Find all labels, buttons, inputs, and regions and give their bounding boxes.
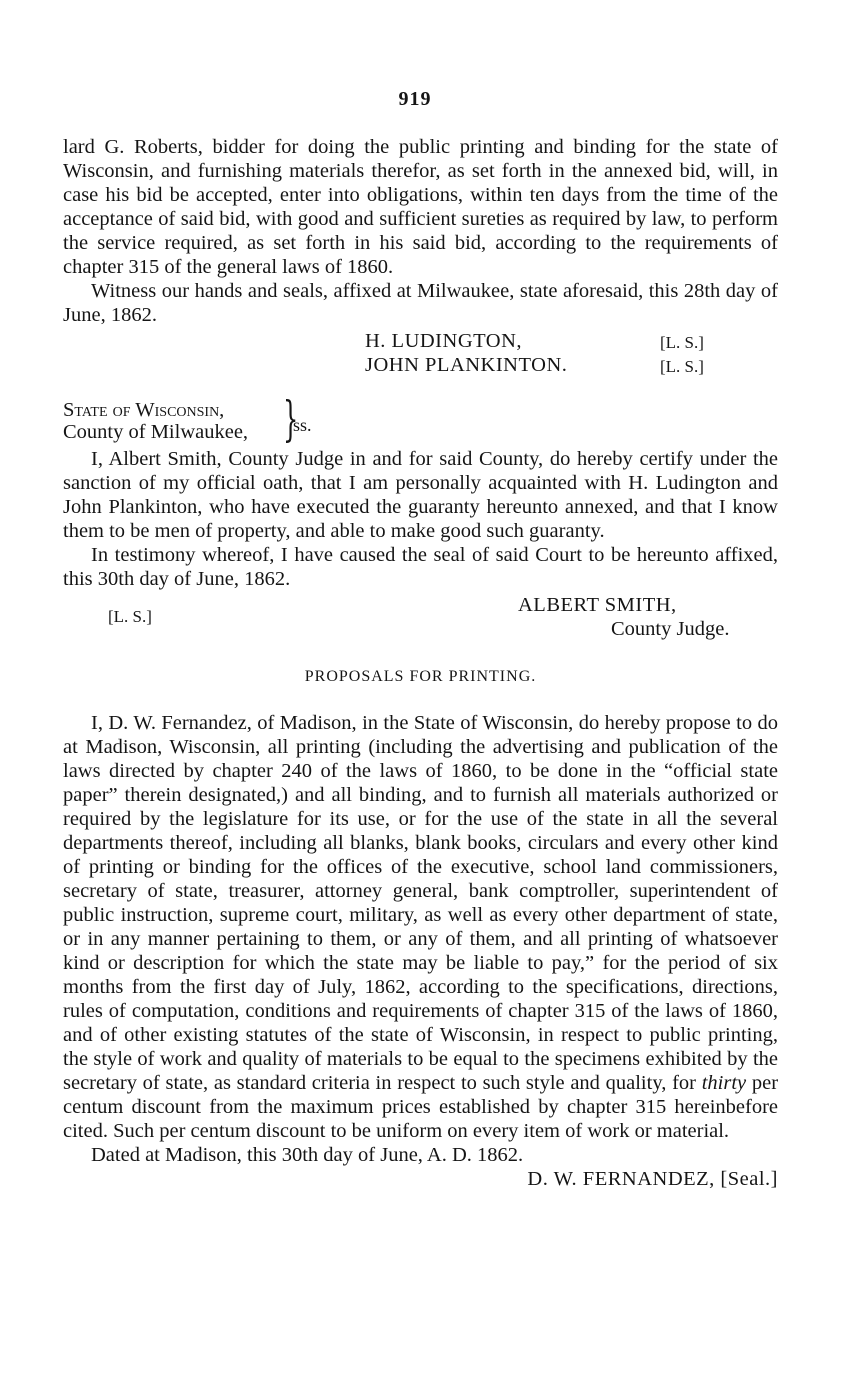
venue-brace: } bbox=[283, 391, 299, 447]
proposal-text-start: I, D. W. Fernandez, of Madison, in the State of Wisconsin, do hereby propose to do at Madison, Wisconsin, all printing (including the advertising and publication of the laws directed by chapter 240 of the laws of 1860, to be done in the “official state paper” therein designated,) and all binding, and to furnish all materials authorized or required by the legislature for its use, or for the use of the state in all the several departments thereof, including all blanks, blank books, circulars and every other kind of printing or binding for the offices of the executive, school land commissioners, secretary of state, treasurer, attorney general, bank comptroller, superintendent of public instruction, supreme court, military, as well as every other department of state, or in any manner pertaining to them, or any of them, and all printing of whatsoever kind or description for which the state may be liable to pay,” for the period of six months from the first day of July, 1862, according to the specifications, directions, rules of computation, conditions and requirements of chapter 315 of the laws of 1860, and of other existing statutes of the state of Wisconsin, in respect to public printing, the style of work and quality of materials to be equal to the specimens exhibited by the secretary of state, as standard criteria in respect to such style and quality, for bbox=[63, 712, 778, 1094]
venue-caption bbox=[63, 391, 778, 447]
signer-seal-plankinton: [L. S.] bbox=[660, 357, 704, 376]
signer-name-ludington: H. LUDINGTON, bbox=[365, 330, 523, 352]
signer-name-plankinton: JOHN PLANKINTON. bbox=[365, 354, 568, 376]
page-number: 919 bbox=[398, 88, 432, 110]
guaranty-section bbox=[63, 135, 778, 1191]
venue-state: State of Wisconsin, bbox=[63, 399, 225, 421]
dated-line: Dated at Madison, this 30th day of June, A. D. 1862. bbox=[91, 1144, 524, 1166]
venue-county: County of Milwaukee, bbox=[63, 421, 249, 443]
proposer-signature: D. W. FERNANDEZ, [Seal.] bbox=[527, 1168, 778, 1190]
proposal-paragraph bbox=[63, 711, 778, 1143]
judge-signature bbox=[63, 593, 778, 645]
certificate-paragraph: I, Albert Smith, County Judge in and for said County, do hereby certify under the sanction of my official oath, that I am personally acquainted with H. Ludington and John Plankinton, who have executed the guaranty hereunto annexed, and that I know them to be men of property, and able to make good such guaranty. bbox=[63, 448, 778, 542]
section-title: PROPOSALS FOR PRINTING. bbox=[304, 668, 537, 685]
witness-paragraph: Witness our hands and seals, affixed at Milwaukee, state aforesaid, this 28th day of June, 1862. bbox=[63, 280, 778, 326]
judge-title: County Judge. bbox=[611, 618, 730, 640]
signer-seal-ludington: [L. S.] bbox=[660, 333, 704, 352]
venue-ss: ss. bbox=[293, 415, 312, 435]
court-seal: [L. S.] bbox=[108, 607, 152, 626]
guaranty-continuation-paragraph: lard G. Roberts, bidder for doing the public printing and binding for the state of Wisconsin, and furnishing materials therefor, as set forth in the annexed bid, will, in case his bid be accepted, enter into obligations, within ten days from the time of the acceptance of said bid, with good and sufficient sureties as required by law, to perform the service required, as set forth in his said bid, according to the requirements of chapter 315 of the general laws of 1860. bbox=[63, 136, 778, 278]
guarantor-signatures bbox=[63, 327, 778, 377]
proposal-text-end: per centum discount from the maximum prices established by chapter 315 hereinbefore cited. Such per centum discount to be uniform on every item of work or material. bbox=[63, 1072, 779, 1142]
judge-name: ALBERT SMITH, bbox=[518, 594, 677, 616]
proposal-italic-word: thirty bbox=[701, 1072, 747, 1094]
testimony-paragraph: In testimony whereof, I have caused the seal of said Court to be hereunto affixed, this 30th day of June, 1862. bbox=[63, 544, 778, 590]
